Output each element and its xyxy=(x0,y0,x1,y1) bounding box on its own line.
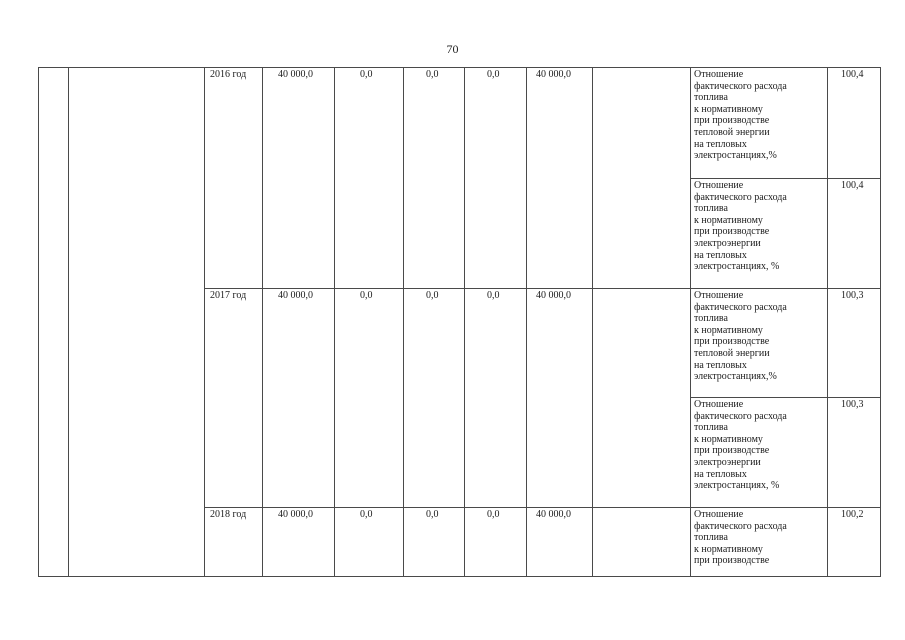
year-cell: 2018 год xyxy=(210,509,247,520)
indicator-value: 100,3 xyxy=(841,290,864,301)
col-border xyxy=(38,67,39,577)
col-border xyxy=(262,67,263,577)
table-top-border xyxy=(38,67,881,68)
col-border xyxy=(592,67,593,577)
table-bottom-border xyxy=(38,576,881,577)
total-cell: 40 000,0 xyxy=(278,290,313,301)
value-cell: 0,0 xyxy=(426,290,439,301)
col-border xyxy=(464,67,465,577)
total-cell: 40 000,0 xyxy=(278,69,313,80)
indicator-text: Отношение фактического расхода топлива к нормативному при производстве тепловой энергии на тепловых электростанциях,% xyxy=(694,69,787,162)
indicator-value: 100,2 xyxy=(841,509,864,520)
year-cell: 2017 год xyxy=(210,290,247,301)
col-border xyxy=(204,67,205,577)
year-cell: 2016 год xyxy=(210,69,247,80)
col-border xyxy=(526,67,527,577)
indicator-value: 100,3 xyxy=(841,399,864,410)
col-border xyxy=(403,67,404,577)
value-cell: 0,0 xyxy=(426,509,439,520)
value-cell: 40 000,0 xyxy=(536,69,571,80)
indicator-value: 100,4 xyxy=(841,69,864,80)
indicator-text: Отношение фактического расхода топлива к нормативному при производстве электроэнергии на тепловых электростанциях, % xyxy=(694,399,787,492)
value-cell: 0,0 xyxy=(360,69,373,80)
value-cell: 0,0 xyxy=(487,509,500,520)
value-cell: 0,0 xyxy=(426,69,439,80)
row-separator xyxy=(204,507,881,508)
indicator-text: Отношение фактического расхода топлива к нормативному при производстве электроэнергии на тепловых электростанциях, % xyxy=(694,180,787,273)
indicator-value: 100,4 xyxy=(841,180,864,191)
value-cell: 0,0 xyxy=(487,290,500,301)
value-cell: 0,0 xyxy=(360,290,373,301)
col-border xyxy=(334,67,335,577)
row-separator xyxy=(204,288,881,289)
indicator-separator xyxy=(690,178,881,179)
page-number: 70 xyxy=(446,42,459,56)
data-table xyxy=(38,67,881,577)
value-cell: 0,0 xyxy=(360,509,373,520)
indicator-separator xyxy=(690,397,881,398)
col-border xyxy=(690,67,691,577)
col-border xyxy=(880,67,881,577)
value-cell: 0,0 xyxy=(487,69,500,80)
indicator-text: Отношение фактического расхода топлива к нормативному при производстве xyxy=(694,509,787,567)
indicator-text: Отношение фактического расхода топлива к нормативному при производстве тепловой энергии на тепловых электростанциях,% xyxy=(694,290,787,383)
col-border xyxy=(827,67,828,577)
total-cell: 40 000,0 xyxy=(278,509,313,520)
col-border xyxy=(68,67,69,577)
value-cell: 40 000,0 xyxy=(536,290,571,301)
value-cell: 40 000,0 xyxy=(536,509,571,520)
